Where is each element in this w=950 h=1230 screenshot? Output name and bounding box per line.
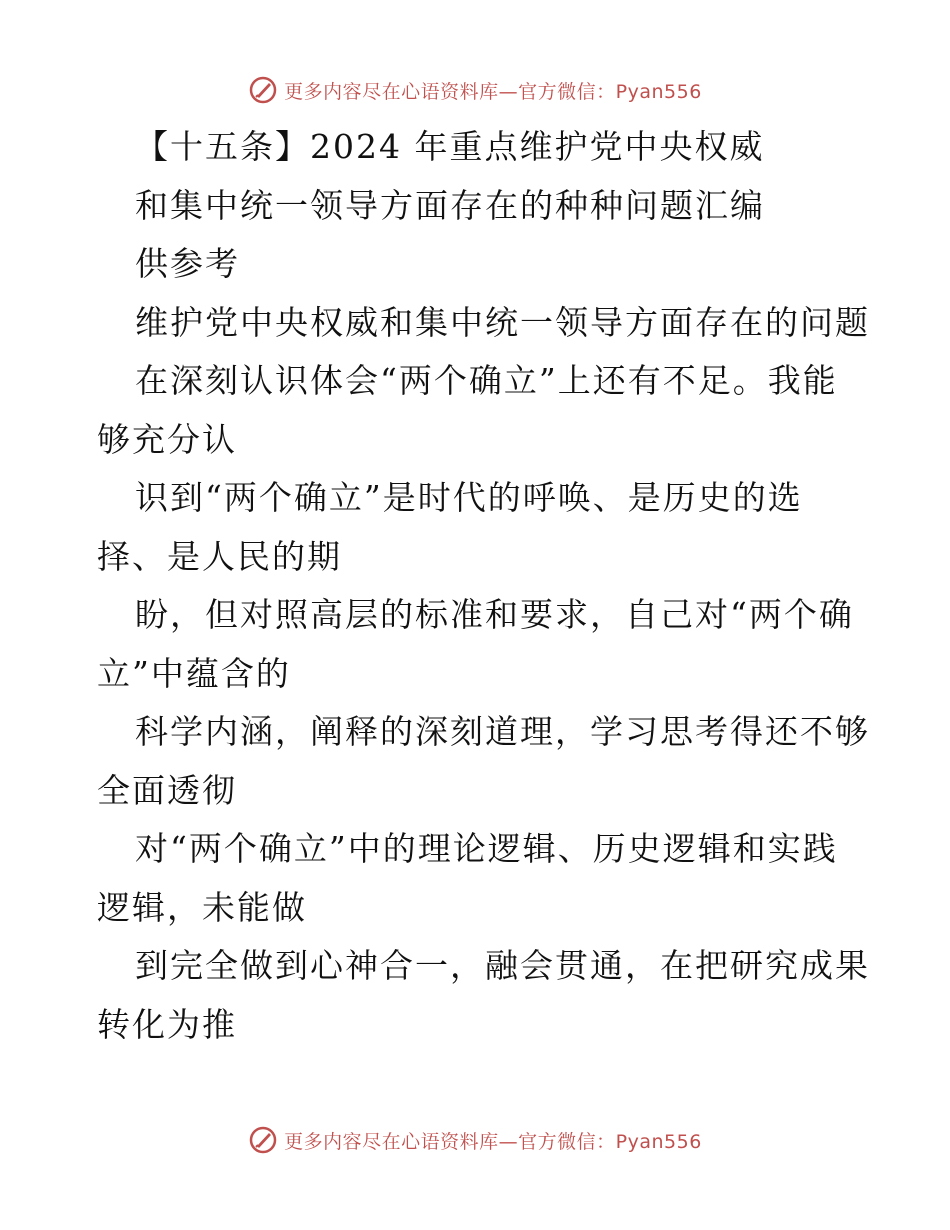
section-heading: 维护党中央权威和集中统一领导方面存在的问题 bbox=[135, 302, 870, 342]
paragraph-line: 科学内涵，阐释的深刻道理，学习思考得还不够 bbox=[135, 712, 870, 751]
document-body bbox=[97, 118, 870, 1054]
paragraph-line: 到完全做到心神合一，融会贯通，在把研究成果 bbox=[135, 946, 870, 985]
footer-banner bbox=[0, 1120, 950, 1160]
paragraph-line: 够充分认 bbox=[97, 419, 237, 459]
paragraph-line: 全面透彻 bbox=[97, 770, 237, 810]
paragraph-line: 识到“两个确立”是时代的呼唤、是历史的选 bbox=[135, 478, 803, 517]
paragraph-line: 在深刻认识体会“两个确立”上还有不足。我能 bbox=[135, 361, 838, 400]
paragraph-line: 盼，但对照高层的标准和要求，自己对“两个确 bbox=[135, 595, 854, 634]
header-banner-text: 更多内容尽在心语资料库—官方微信：Pyan556 bbox=[284, 80, 702, 103]
quill-pen-logo-icon bbox=[248, 1125, 278, 1155]
footer-banner-text: 更多内容尽在心语资料库—官方微信：Pyan556 bbox=[284, 1130, 702, 1153]
title-line-3: 供参考 bbox=[135, 244, 240, 283]
paragraph-line: 转化为推 bbox=[97, 1004, 237, 1044]
quill-pen-logo-icon bbox=[248, 75, 278, 105]
title-line-2: 和集中统一领导方面存在的种种问题汇编 bbox=[135, 185, 765, 225]
paragraph-line: 逻辑，未能做 bbox=[97, 887, 307, 927]
title-line-1: 【十五条】2024 年重点维护党中央权威 bbox=[135, 127, 765, 166]
paragraph-line: 对“两个确立”中的理论逻辑、历史逻辑和实践 bbox=[135, 829, 838, 868]
paragraph-line: 择、是人民的期 bbox=[97, 536, 342, 576]
header-banner bbox=[0, 70, 950, 110]
paragraph-line: 立”中蕴含的 bbox=[97, 653, 291, 693]
